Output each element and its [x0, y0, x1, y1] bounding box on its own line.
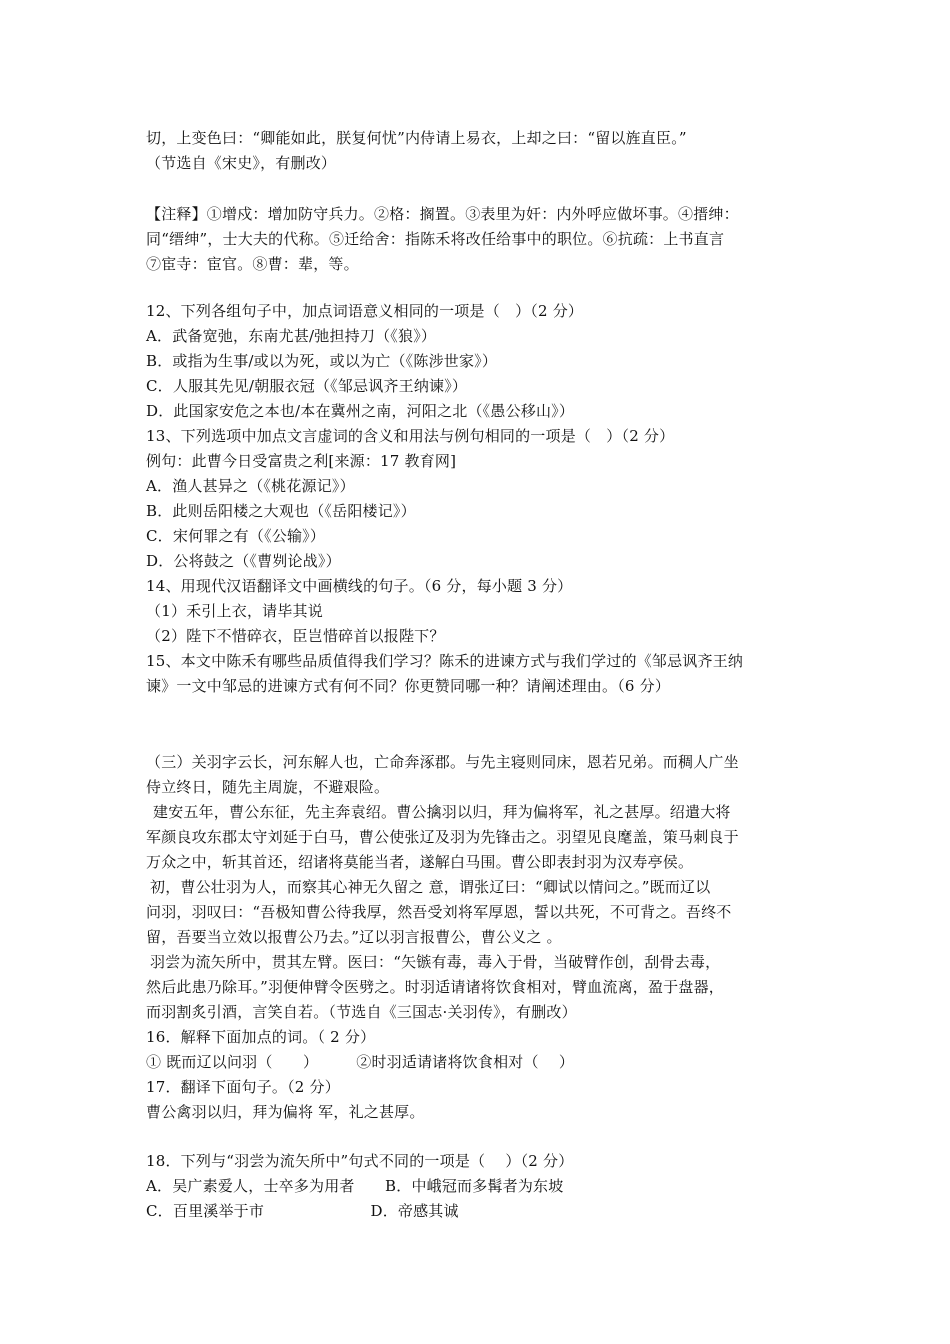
option-a: A．渔人甚异之（《桃花源记》） — [146, 477, 355, 495]
options-cd: C．百里溪举于市 D．帝感其诚 — [146, 1202, 459, 1220]
source-note: （节选自《宋史》，有删改） — [146, 154, 337, 172]
passage-line: 侍立终日，随先主周旋，不避艰险。 — [146, 778, 390, 796]
option-c: C．人服其先见/朝服衣冠（《邹忌讽齐王纳谏》） — [146, 377, 468, 395]
passage-line: 军颜良攻东郡太守刘延于白马，曹公使张辽及羽为先锋击之。羽望见良麾盖，策马刺良于 — [146, 828, 739, 846]
question-17: 17．翻译下面句子。（2 分） — [146, 1078, 340, 1096]
question-15-cont: 谏》一文中邹忌的进谏方式有何不同？你更赞同哪一种？请阐述理由。（6 分） — [146, 677, 671, 695]
question-18: 18．下列与“羽尝为流矢所中”句式不同的一项是（ ）（2 分） — [146, 1152, 574, 1170]
question-15: 15、本文中陈禾有哪些品质值得我们学习？陈禾的进谏方式与我们学过的《邹忌讽齐王纳 — [146, 652, 744, 670]
question-14: 14、用现代汉语翻译文中画横线的句子。（6 分，每小题 3 分） — [146, 577, 573, 595]
question-13: 13、下列选项中加点文言虚词的含义和用法与例句相同的一项是（ ）（2 分） — [146, 427, 675, 445]
passage-line: 留，吾要当立效以报曹公乃去。”辽以羽言报曹公，曹公义之 。 — [146, 928, 562, 946]
option-c: C．宋何罪之有（《公输》） — [146, 527, 326, 545]
passage-line: （三）关羽字云长，河东解人也，亡命奔涿郡。与先主寝则同床，恩若兄弟。而稠人广坐 — [146, 753, 739, 771]
option-a: A．武备宽弛，东南尤甚/弛担持刀（《狼》） — [146, 327, 437, 345]
question-16: 16．解释下面加点的词。（ 2 分） — [146, 1028, 376, 1046]
passage-line: 初，曹公壮羽为人，而察其心神无久留之 意，谓张辽曰：“卿试以情问之。”既而辽以 — [150, 878, 711, 896]
annotation-line: 【注释】①增戍：增加防守兵力。②格：搁置。③表里为奸：内外呼应做坏事。④搢绅： — [146, 205, 739, 223]
sub-question: （2）陛下不惜碎衣，臣岂惜碎首以报陛下？ — [146, 627, 445, 645]
option-b: B．此则岳阳楼之大观也（《岳阳楼记》） — [146, 502, 416, 520]
option-d: D．公将鼓之（《曹刿论战》） — [146, 552, 341, 570]
passage-line: 建安五年，曹公东征，先主奔袁绍。曹公擒羽以归，拜为偏将军，礼之甚厚。绍遣大将 — [153, 803, 731, 821]
option-d: D．此国家安危之本也/本在冀州之南，河阳之北（《愚公移山》） — [146, 402, 575, 420]
question-16-items: ① 既而辽以问羽（ ） ②时羽适请诸将饮食相对（ ） — [146, 1053, 575, 1071]
passage-line: 而羽割炙引酒，言笑自若。（节选自《三国志·关羽传》，有删改） — [146, 1003, 577, 1021]
question-12: 12、下列各组句子中，加点词语意义相同的一项是（ ）（2 分） — [146, 302, 584, 320]
passage-line: 羽尝为流矢所中，贯其左臂。医曰：“矢镞有毒，毒入于骨，当破臂作创，刮骨去毒， — [150, 953, 721, 971]
options-ab: A．吴广素爱人，士卒多为用者 B．中峨冠而多髯者为东坡 — [146, 1177, 564, 1195]
passage-line: 问羽，羽叹曰：“吾极知曹公待我厚，然吾受刘将军厚恩，誓以共死，不可背之。吾终不 — [146, 903, 732, 921]
annotation-line: ⑦宦寺：宦官。⑧曹：辈，等。 — [146, 255, 359, 273]
annotation-line: 同“缙绅”，士大夫的代称。⑤迁给舍：指陈禾将改任给事中的职位。⑥抗疏：上书直言 — [146, 230, 725, 248]
translation-sentence: 曹公禽羽以归，拜为偏将 军，礼之甚厚。 — [146, 1103, 425, 1121]
passage-line: 然后此患乃除耳。”羽便伸臂令医劈之。时羽适请诸将饮食相对，臂血流离，盈于盘器， — [146, 978, 724, 996]
example-sentence: 例句：此曹今日受富贵之利[来源：17 教育网] — [146, 452, 457, 470]
sub-question: （1）禾引上衣，请毕其说 — [146, 602, 323, 620]
option-b: B．或指为生事/或以为死，或以为亡（《陈涉世家》） — [146, 352, 498, 370]
passage-line: 万众之中，斩其首还，绍诸将莫能当者，遂解白马围。曹公即表封羽为汉寿亭侯。 — [146, 853, 694, 871]
text-line: 切，上变色曰：“卿能如此，朕复何忧”内侍请上易衣，上却之曰：“留以旌直臣。” — [146, 129, 687, 147]
